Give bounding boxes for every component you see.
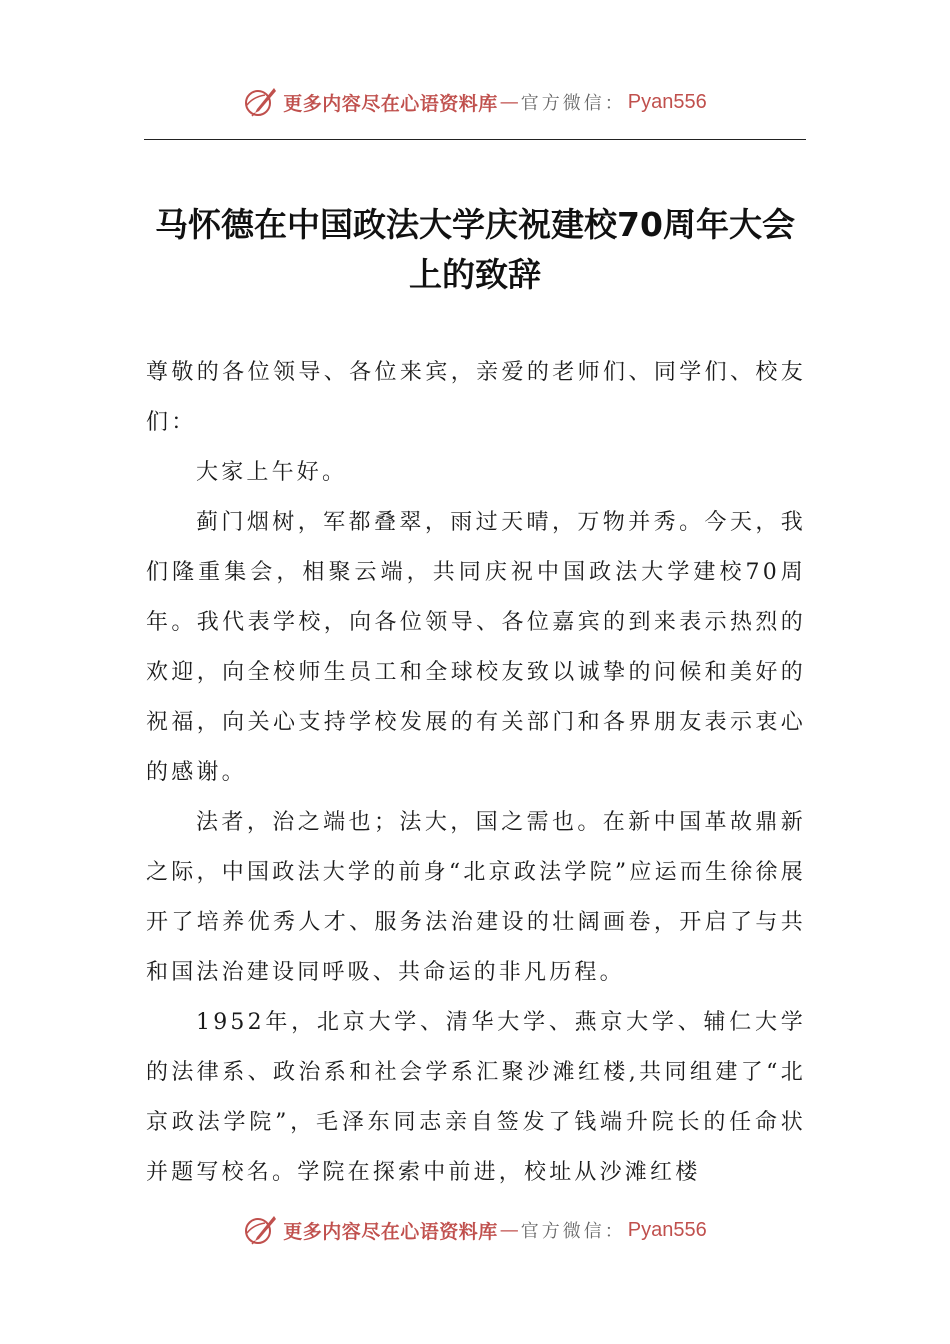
header-wechat-id: Pyan556 <box>627 90 707 113</box>
footer-wechat-id: Pyan556 <box>627 1218 707 1241</box>
document-title: 马怀德在中国政法大学庆祝建校70周年大会上的致辞 <box>155 205 795 294</box>
paragraph-history-intro: 法者，治之端也；法大，国之需也。在新中国革故鼎新之际，中国政法大学的前身“北京政法学院”应运而生徐徐展开了培养优秀人才、服务法治建设的壮阔画卷，开启了与共和国法治建设同呼吸、共命运的非凡历程。 <box>146 810 806 985</box>
header-divider <box>144 139 806 140</box>
footer-brand-text: 更多内容尽在心语资料库 <box>283 1220 498 1243</box>
paragraph-greeting: 大家上午好。 <box>196 460 348 485</box>
paragraph-founding: 1952年，北京大学、清华大学、燕京大学、辅仁大学的法律系、政治系和社会学系汇聚沙滩红楼,共同组建了“北京政法学院”，毛泽东同志亲自签发了钱端升院长的任命状并题写校名。学院在探索中前进，校址从沙滩红楼 <box>146 1010 806 1185</box>
header-brand-text: 更多内容尽在心语资料库 <box>283 92 498 115</box>
quill-pen-logo-icon <box>243 85 277 119</box>
paragraph-salutation: 尊敬的各位领导、各位来宾，亲爱的老师们、同学们、校友们： <box>146 360 806 435</box>
header-official-label: 官方微信： <box>520 93 626 114</box>
header-dash: — <box>499 91 519 113</box>
quill-pen-logo-icon <box>243 1213 277 1247</box>
header-banner <box>0 82 950 122</box>
document-body <box>146 348 806 1198</box>
footer-banner <box>0 1210 950 1250</box>
footer-dash: — <box>499 1219 519 1241</box>
paragraph-welcome: 蓟门烟树，军都叠翠，雨过天晴，万物并秀。今天，我们隆重集会，相聚云端，共同庆祝中国政法大学建校70周年。我代表学校，向各位领导、各位嘉宾的到来表示热烈的欢迎，向全校师生员工和全球校友致以诚挚的问候和美好的祝福，向关心支持学校发展的有关部门和各界朋友表示衷心的感谢。 <box>146 510 806 785</box>
footer-official-label: 官方微信： <box>520 1221 626 1242</box>
